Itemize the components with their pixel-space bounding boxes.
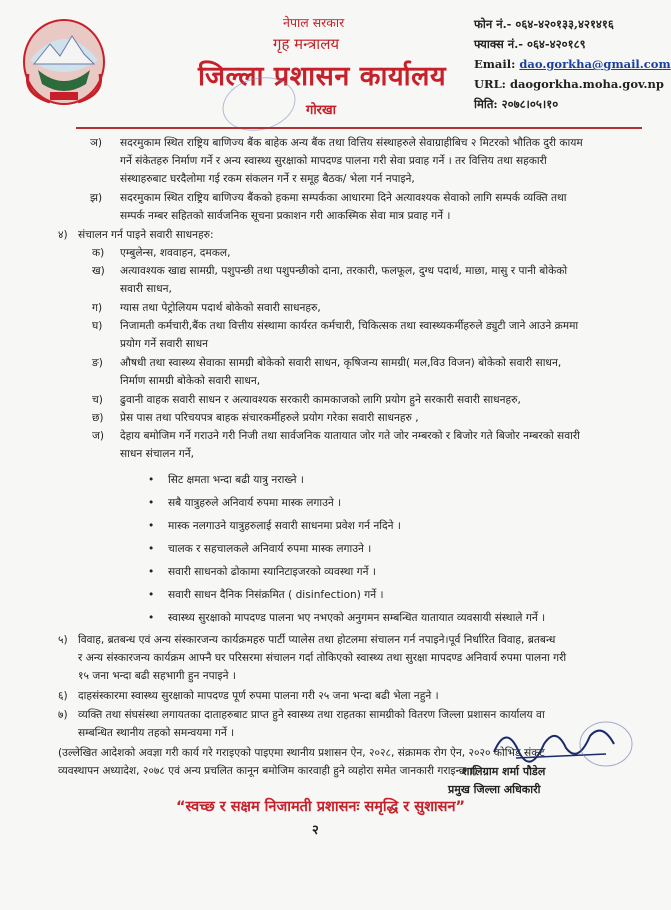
item-marker: क): [92, 247, 105, 259]
section-text: दाहसंस्कारमा स्वास्थ्य सुरक्षाको मापदण्ड पूर्ण रुपमा पालना गरी २५ जना भन्दा बढी भेला नहुने ।: [78, 690, 439, 702]
item-text: देहाय बमोजिम गर्ने गराउने गरी निजी तथा सार्वजनिक यातायात जोर गते जोर नम्बरको र बिजोर गते बिजोर नम्बरको सवारी: [120, 430, 580, 442]
item-text: निर्माण सामग्री बोकेको सवारी साधन,: [120, 375, 261, 387]
item-text: एम्बुलेन्स, शववाहन, दमकल,: [120, 247, 231, 259]
document-date: मिति: २०७८।०५।१०: [474, 97, 559, 111]
item-marker: झ): [90, 192, 103, 204]
legal-note: व्यवस्थापन अध्यादेश, २०७८ एवं अन्य प्रचलित कानून बमोजिम कारवाही हुने व्यहोरा समेत जानकारी गराइन्छ ।): [58, 765, 478, 777]
item-text: निजामती कर्मचारी,बैंक तथा वित्तीय संस्थामा कार्यरत कर्मचारी, चिकित्सक तथा स्वास्थ्यकर्मीहरुले ड्युटी जाने आउने क्रममा: [120, 320, 579, 332]
bullet-icon: •: [148, 612, 155, 624]
section-marker: ६): [58, 690, 68, 702]
item-text: औषधी तथा स्वास्थ्य सेवाका सामग्री बोकेको सवारी साधन, कृषिजन्य सामग्री( मल,विउ विजन) बोकेको सवारी साधन,: [120, 357, 562, 369]
email-link[interactable]: dao.gorkha@gmail.com: [519, 57, 671, 71]
section-text: व्यक्ति तथा संघसंस्था लगायतका दाताहरुबाट प्राप्त हुने स्वास्थ्य तथा राहतका सामग्रीको वितरण जिल्ला प्रशासन कार्यालय वा: [78, 709, 545, 721]
email-label: Email:: [474, 57, 516, 71]
item-text: प्रयोग गर्ने सवारी साधन: [120, 338, 208, 350]
section-heading: संचालन गर्न पाइने सवारी साधनहरु:: [78, 229, 214, 241]
item-text: गर्ने संकेतहरु निर्माण गर्ने र अन्य स्वास्थ्य सुरक्षाको मापदण्ड पालना गरी सेवा प्रवाह गर्ने । तर वित्तिय तथा सहकारी: [120, 155, 547, 167]
item-text: सम्पर्क नम्बर सहितको सार्वजनिक सूचना प्रकाशन गरी आकस्मिक सेवा मात्र प्रवाह गर्ने ।: [120, 210, 451, 222]
section-marker: ४): [58, 229, 68, 241]
bullet-icon: •: [148, 520, 155, 532]
government-name: नेपाल सरकार: [283, 15, 345, 30]
item-marker: ज): [92, 430, 104, 442]
office-name: जिल्ला प्रशासन कार्यालय: [198, 61, 447, 92]
item-text: ग्यास तथा पेट्रोलियम पदार्थ बोकेको सवारी साधनहरु,: [120, 302, 321, 314]
bullet-icon: •: [148, 566, 155, 578]
item-text: ढुवानी वाहक सवारी साधन र अत्यावश्यक सरकारी कामकाजको लागि प्रयोग हुने सरकारी सवारी साधनहरु,: [120, 394, 521, 406]
item-text: सवारी साधन,: [120, 283, 172, 295]
bullet-icon: •: [148, 474, 155, 486]
item-marker: ञ): [90, 137, 102, 149]
bullet-text: सिट क्षमता भन्दा बढी यात्रु नराख्ने ।: [168, 474, 304, 486]
bullet-icon: •: [148, 497, 155, 509]
section-text: र अन्य संस्कारजन्य कार्यक्रम आफ्नै घर परिसरमा संचालन गर्दा तोकिएको स्वास्थ्य तथा सुरक्षा मापदण्ड अनिवार्य रुपमा पालना गरी: [78, 652, 567, 664]
footer-slogan: “स्वच्छ र सक्षम निजामती प्रशासनः समृद्धि र सुशासन”: [176, 799, 466, 815]
signatory-title: प्रमुख जिल्ला अधिकारी: [448, 783, 541, 796]
bullet-text: सबै यात्रुहरुले अनिवार्य रुपमा मास्क लगाउने ।: [168, 497, 342, 509]
bullet-text: सवारी साधनको ढोकामा स्यानिटाइजरको व्यवस्था गर्ने ।: [168, 566, 376, 578]
fax-number: फ्याक्स नं.- ०६४-४२०१८९: [474, 37, 586, 51]
item-marker: ख): [92, 265, 105, 277]
bullet-icon: •: [148, 543, 155, 555]
item-marker: घ): [92, 320, 103, 332]
section-text: १५ जना भन्दा बढी सहभागी हुन नपाइने ।: [78, 670, 236, 682]
item-text: सदरमुकाम स्थित राष्ट्रिय बाणिज्य बैंकको हकमा सम्पर्कका आधारमा दिने अत्यावश्यक सेवाको लागि सम्पर्क व्यक्ति तथा: [120, 192, 567, 204]
bullet-icon: •: [148, 589, 155, 601]
contact-block: [474, 14, 671, 114]
district-name: गोरखा: [306, 103, 337, 118]
bullet-text: चालक र सहचालकले अनिवार्य रुपमा मास्क लगाउने ।: [168, 543, 372, 555]
nepal-emblem-icon: [20, 14, 108, 108]
section-marker: ५): [58, 634, 68, 646]
bullet-text: स्वास्थ्य सुरक्षाको मापदण्ड पालना भए नभएको अनुगमन सम्बन्धित यातायात व्यवसायी संस्थाले गर्ने ।: [168, 612, 546, 624]
legal-note: (उल्लेखित आदेशको अवज्ञा गरी कार्य गरे गराइएको पाइएमा स्थानीय प्रशासन ऐन, २०२८, संक्रामक रोग ऐन, २०२० कोभिड संकट: [58, 747, 545, 759]
item-text: सदरमुकाम स्थित राष्ट्रिय बाणिज्य बैंक बाहेक अन्य बैंक तथा वित्तिय संस्थाहरुले सेवाग्राहीबिच २ मिटरको भौतिक दुरी कायम: [120, 137, 583, 149]
url-label: URL:: [474, 77, 506, 91]
item-text: साधन संचालन गर्ने,: [120, 448, 194, 460]
ministry-name: गृह मन्त्रालय: [273, 35, 340, 53]
item-text: संस्थाहरुबाट घरदैलोमा गई रकम संकलन गर्ने र समूह बैठक/ भेला गर्न नपाइने,: [120, 173, 415, 185]
section-text: सम्बन्धित स्थानीय तहको समन्वयमा गर्ने ।: [78, 727, 235, 739]
header-divider: [76, 127, 642, 129]
url-link[interactable]: daogorkha.moha.gov.np: [509, 77, 664, 91]
bullet-text: मास्क नलगाउने यात्रुहरुलाई सवारी साधनमा प्रवेश गर्न नदिने ।: [168, 520, 401, 532]
item-marker: ग): [92, 302, 103, 314]
item-text: प्रेस पास तथा परिचयपत्र बाहक संचारकर्मीहरुले प्रयोग गरेका सवारी साधनहरु ,: [120, 412, 419, 424]
item-marker: च): [92, 394, 103, 406]
item-marker: छ): [92, 412, 104, 424]
item-marker: ङ): [92, 357, 103, 369]
url-row: [474, 74, 671, 94]
page-number: २: [312, 823, 319, 838]
section-marker: ७): [58, 709, 68, 721]
phone-number: फोन नं.- ०६४-४२०१३३,४२१४१६: [474, 17, 614, 31]
item-text: अत्यावश्यक खाद्य सामग्री, पशुपन्छी तथा पशुपन्छीको दाना, तरकारी, फलफूल, दुग्ध पदार्थ, माछा, मासु र पानी बोकेको: [120, 265, 568, 277]
bullet-text: सवारी साधन दैनिक निसंक्रमित ( disinfection) गर्ने ।: [168, 589, 384, 601]
email-row: [474, 54, 671, 74]
signatory-name: शालिग्राम शर्मा पौडेल: [462, 765, 546, 778]
section-text: विवाह, ब्रतबन्ध एवं अन्य संस्कारजन्य कार्यक्रमहरु पार्टी प्यालेस तथा होटलमा संचालन गर्न नपाइने।पूर्व निर्धारित विवाह, ब्रतबन्ध: [78, 634, 556, 646]
